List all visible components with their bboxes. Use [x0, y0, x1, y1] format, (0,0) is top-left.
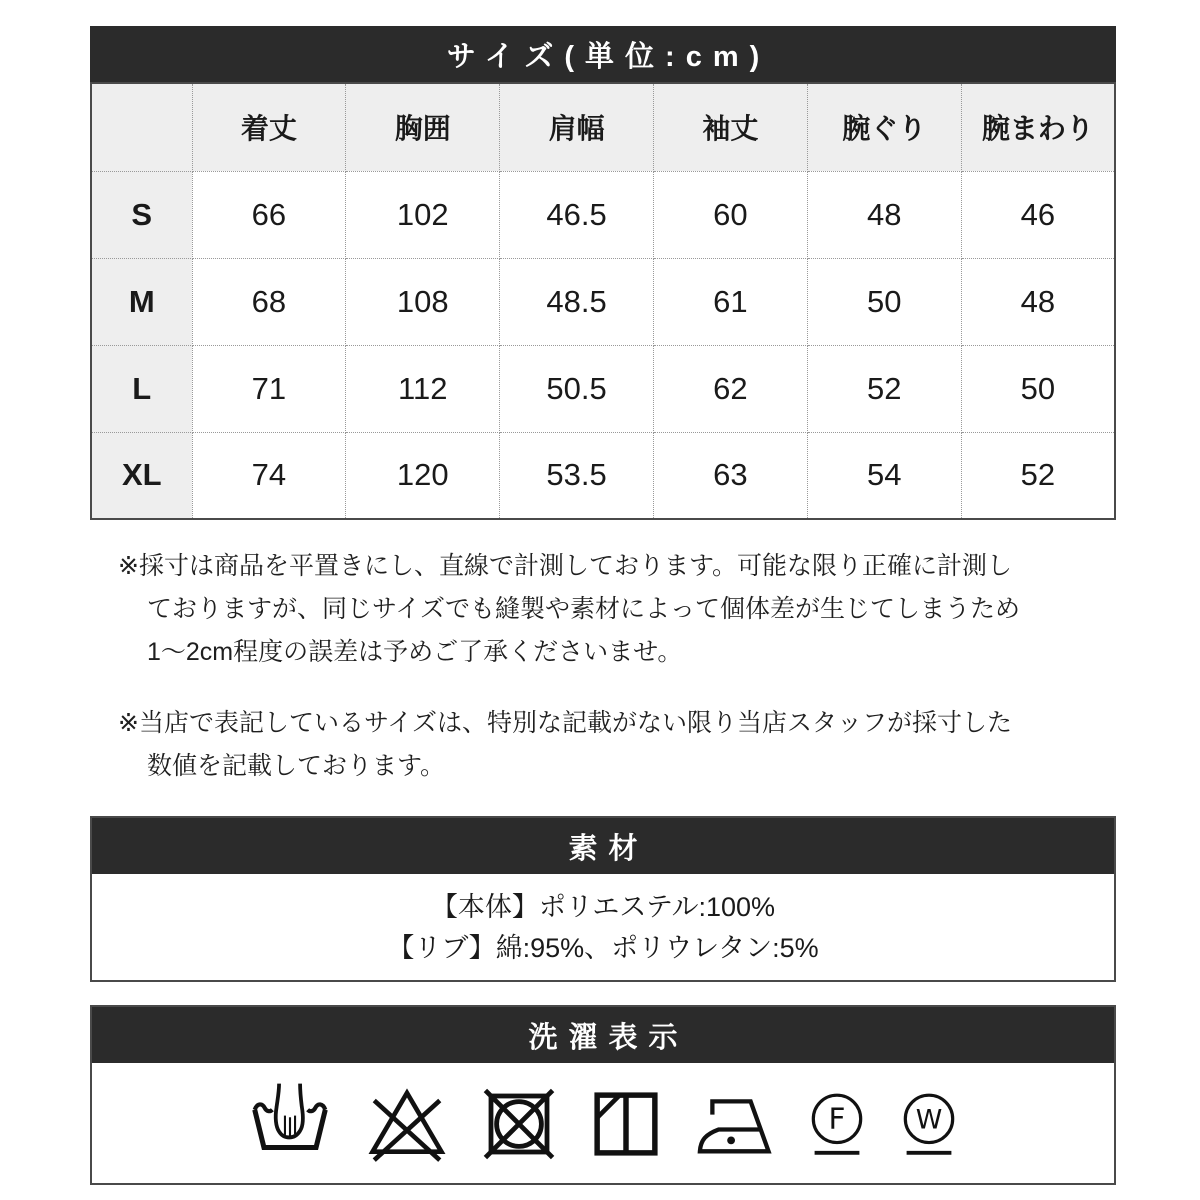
- size-label: XL: [91, 432, 192, 519]
- measurement-value: 46: [961, 171, 1115, 258]
- measurement-value: 71: [192, 345, 346, 432]
- size-table-section: [90, 26, 1116, 520]
- table-row-s: [91, 171, 1115, 258]
- measurement-value: 50: [807, 258, 961, 345]
- measurement-value: 108: [346, 258, 500, 345]
- svg-text:W: W: [915, 1104, 943, 1136]
- column-header: 腕まわり: [961, 83, 1115, 171]
- measurement-value: 120: [346, 432, 500, 519]
- laundry-icon-row: [92, 1063, 1114, 1185]
- note-line: ※採寸は商品を平置きにし、直線で計測しております。可能な限り正確に計測し: [118, 552, 1012, 580]
- table-row-xl: [91, 432, 1115, 519]
- measurement-value: 68: [192, 258, 346, 345]
- column-header: 胸囲: [346, 83, 500, 171]
- laundry-title: 洗濯表示: [92, 1007, 1114, 1063]
- measurement-note: [118, 545, 1058, 674]
- note-line: 1〜2cm程度の誤差は予めご了承くださいませ。: [147, 638, 683, 666]
- hand-wash-icon: [245, 1082, 335, 1166]
- size-label: L: [91, 345, 192, 432]
- material-line: 【リブ】綿:95%、ポリウレタン:5%: [387, 933, 819, 963]
- measurement-value: 48: [961, 258, 1115, 345]
- note-line: ※当店で表記しているサイズは、特別な記載がない限り当店スタッフが採寸した: [118, 709, 1012, 737]
- measurement-value: 54: [807, 432, 961, 519]
- size-table-title: サイズ(単位:cm): [90, 26, 1116, 82]
- material-title: 素材: [92, 818, 1114, 874]
- line-dry-in-shade-icon: [587, 1085, 665, 1163]
- note-line: 数値を記載しております。: [147, 752, 446, 780]
- measurement-value: 62: [653, 345, 807, 432]
- column-header: 肩幅: [500, 83, 654, 171]
- size-table: [90, 82, 1116, 520]
- iron-low-heat-icon: [693, 1085, 777, 1163]
- column-header: 着丈: [192, 83, 346, 171]
- table-row-l: [91, 345, 1115, 432]
- measurement-value: 74: [192, 432, 346, 519]
- measurement-value: 46.5: [500, 171, 654, 258]
- measurement-value: 60: [653, 171, 807, 258]
- column-header: 腕ぐり: [807, 83, 961, 171]
- measurement-value: 52: [807, 345, 961, 432]
- size-label: S: [91, 171, 192, 258]
- measurement-value: 50: [961, 345, 1115, 432]
- do-not-bleach-icon: [363, 1082, 451, 1166]
- measurement-value: 48.5: [500, 258, 654, 345]
- material-section: [90, 816, 1116, 982]
- dry-clean-petroleum-gentle-icon: [805, 1083, 869, 1165]
- measurement-value: 52: [961, 432, 1115, 519]
- measurement-value: 48: [807, 171, 961, 258]
- measurement-value: 61: [653, 258, 807, 345]
- measurement-value: 102: [346, 171, 500, 258]
- note-line: ておりますが、同じサイズでも縫製や素材によって個体差が生じてしまうため: [147, 595, 1021, 623]
- measurement-value: 53.5: [500, 432, 654, 519]
- wet-clean-gentle-icon: [897, 1083, 961, 1165]
- staff-measured-note: [118, 702, 1058, 788]
- laundry-section: [90, 1005, 1116, 1185]
- table-row-m: [91, 258, 1115, 345]
- size-table-header-row: [91, 83, 1115, 171]
- measurement-value: 112: [346, 345, 500, 432]
- do-not-tumble-dry-icon: [479, 1084, 559, 1164]
- svg-text:F: F: [828, 1102, 846, 1137]
- material-line: 【本体】ポリエステル:100%: [430, 892, 776, 922]
- column-header: 袖丈: [653, 83, 807, 171]
- measurement-value: 50.5: [500, 345, 654, 432]
- corner-cell: [91, 83, 192, 171]
- measurement-value: 66: [192, 171, 346, 258]
- size-label: M: [91, 258, 192, 345]
- measurement-value: 63: [653, 432, 807, 519]
